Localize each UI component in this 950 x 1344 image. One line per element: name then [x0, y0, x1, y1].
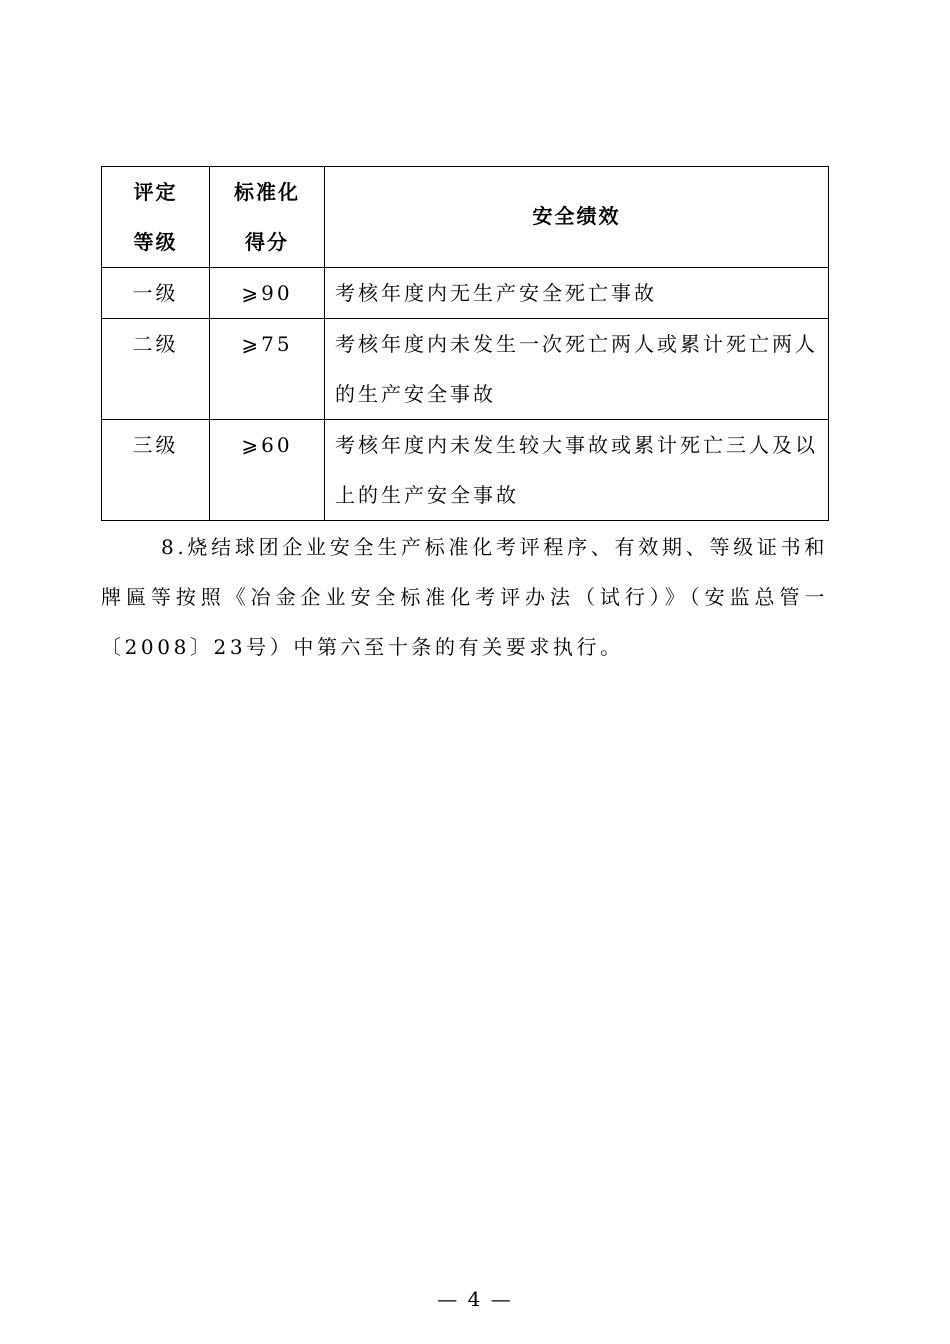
grading-table — [101, 166, 829, 521]
header-score-line1: 标准化 — [234, 180, 300, 204]
score-cell: ⩾60 — [210, 420, 325, 521]
page-number: — 4 — — [437, 1287, 513, 1311]
header-grade-line1: 评定 — [133, 180, 178, 204]
grade-cell: 三级 — [102, 420, 210, 521]
table-row — [102, 268, 829, 319]
header-score-line2: 得分 — [245, 230, 289, 254]
grade-cell: 一级 — [102, 268, 210, 319]
score-cell: ⩾90 — [210, 268, 325, 319]
performance-cell: 考核年度内未发生一次死亡两人或累计死亡两人的生产安全事故 — [325, 319, 829, 420]
table-row — [102, 420, 829, 521]
header-performance: 安全绩效 — [325, 167, 829, 268]
body-paragraph: 8.烧结球团企业安全生产标准化考评程序、有效期、等级证书和牌匾等按照《冶金企业安全标准化考评办法（试行）》（安监总管一〔2008〕23号）中第六至十条的有关要求执行。 — [101, 535, 828, 659]
grade-cell: 二级 — [102, 319, 210, 420]
header-score — [210, 167, 325, 268]
header-grade-line2: 等级 — [133, 230, 178, 254]
table-header-row — [102, 167, 829, 268]
score-cell: ⩾75 — [210, 319, 325, 420]
header-grade — [102, 167, 210, 268]
performance-cell: 考核年度内无生产安全死亡事故 — [325, 268, 829, 319]
table-row — [102, 319, 829, 420]
performance-cell: 考核年度内未发生较大事故或累计死亡三人及以上的生产安全事故 — [325, 420, 829, 521]
